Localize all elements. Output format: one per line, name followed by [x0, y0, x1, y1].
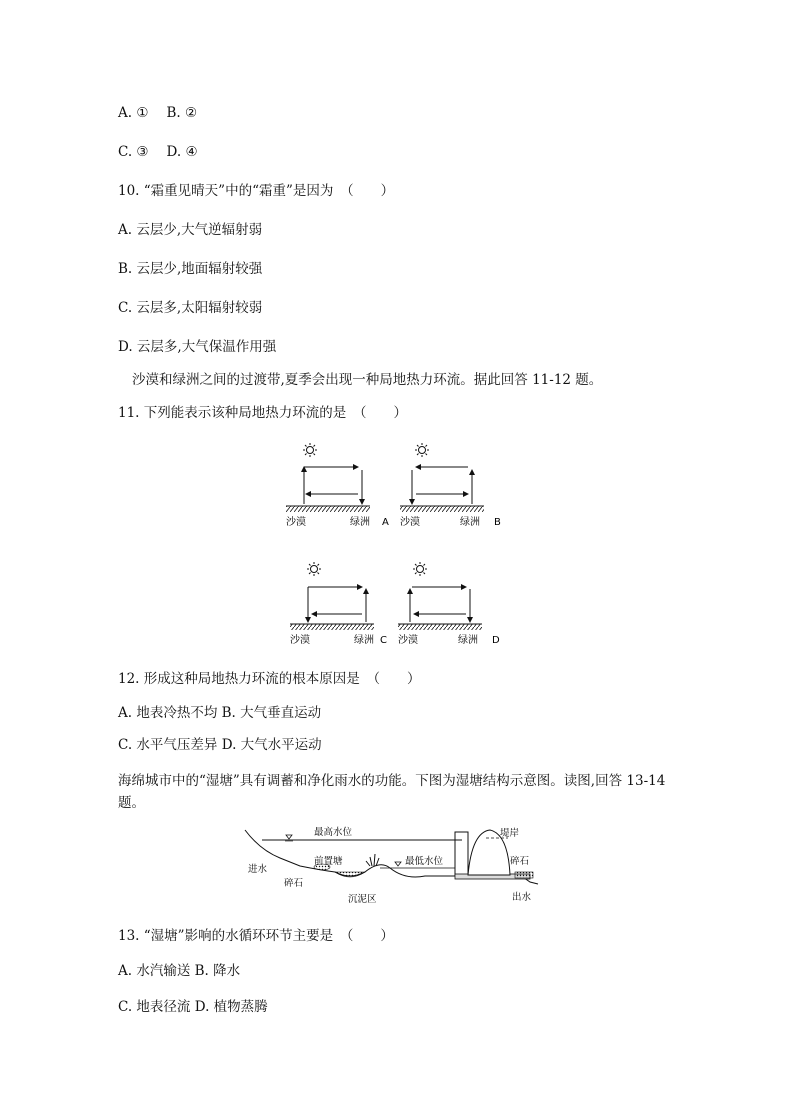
panel-c-letter: C: [380, 635, 387, 646]
sun-icon: [415, 443, 429, 457]
q10-option-b[interactable]: B. 云层少,地面辐射较强: [118, 261, 263, 277]
panel-c[interactable]: [290, 562, 387, 646]
wet-pond-diagram: [240, 820, 550, 910]
panel-b-letter: B: [494, 517, 501, 528]
q10-option-a[interactable]: A. 云层少,大气逆辐射弱: [118, 222, 263, 238]
panel-d-left-label: 沙漠: [398, 635, 418, 646]
passage-13-14-line1: 海绵城市中的“湿塘”具有调蓄和净化雨水的功能。下图为湿塘结构示意图。读图,回答 13-14: [118, 773, 666, 789]
q9-options-row2: [118, 143, 198, 161]
embankment-label: 堤岸: [500, 828, 520, 839]
panel-d-right-label: 绿洲: [458, 635, 478, 646]
q12-options-row2[interactable]: C. 水平气压差异 D. 大气水平运动: [118, 737, 322, 753]
panel-d[interactable]: [398, 562, 500, 646]
gravel-left-label: 碎石: [284, 878, 304, 889]
max-level-label: 最高水位: [314, 827, 353, 838]
forebay-label: 前置塘: [314, 856, 343, 867]
sun-icon: [413, 562, 427, 576]
sun-icon: [307, 562, 321, 576]
sediment-label: 沉泥区: [348, 894, 377, 905]
panel-d-letter: D: [492, 635, 500, 646]
panel-a[interactable]: [286, 443, 389, 528]
q11-stem: 11. 下列能表示该种局地热力环流的是 （ ）: [118, 405, 408, 421]
panel-b[interactable]: [400, 443, 501, 528]
inflow-label: 进水: [248, 864, 268, 875]
q12-options-row1[interactable]: A. 地表冷热不均 B. 大气垂直运动: [118, 705, 322, 721]
panel-a-right-label: 绿洲: [350, 517, 370, 528]
panel-a-letter: A: [382, 517, 389, 528]
plant-icon: [366, 854, 379, 866]
q9-option-d[interactable]: D. ④: [166, 144, 198, 160]
q9-option-c[interactable]: C. ③: [118, 144, 149, 160]
q13-stem: 13. “湿塘”影响的水循环环节主要是 （ ）: [118, 928, 394, 944]
panel-c-right-label: 绿洲: [354, 635, 374, 646]
q13-options-row2[interactable]: C. 地表径流 D. 植物蒸腾: [118, 999, 268, 1015]
q9-options-row1: [118, 104, 197, 122]
passage-11-12: 沙漠和绿洲之间的过渡带,夏季会出现一种局地热力环流。据此回答 11-12 题。: [132, 372, 603, 388]
q10-stem: 10. “霜重见晴天”中的“霜重”是因为 （ ）: [118, 183, 395, 199]
q10-option-c[interactable]: C. 云层多,太阳辐射较弱: [118, 300, 263, 316]
q13-options-row1[interactable]: A. 水汽输送 B. 降水: [118, 963, 241, 979]
passage-13-14-line2: 题。: [118, 795, 145, 811]
q12-stem: 12. 形成这种局地热力环流的根本原因是 （ ）: [118, 671, 421, 687]
q9-option-b[interactable]: B. ②: [166, 105, 198, 121]
outflow-label: 出水: [512, 892, 532, 903]
q9-option-a[interactable]: A. ①: [118, 105, 149, 121]
panel-b-left-label: 沙漠: [400, 517, 420, 528]
q10-option-d[interactable]: D. 云层多,大气保温作用强: [118, 339, 277, 355]
sun-icon: [303, 443, 317, 457]
panel-a-left-label: 沙漠: [286, 517, 306, 528]
panel-c-left-label: 沙漠: [290, 635, 310, 646]
min-level-label: 最低水位: [405, 856, 444, 867]
panel-b-right-label: 绿洲: [460, 517, 480, 528]
gravel-right-label: 碎石: [510, 856, 530, 867]
q11-circulation-diagrams: [270, 432, 530, 652]
